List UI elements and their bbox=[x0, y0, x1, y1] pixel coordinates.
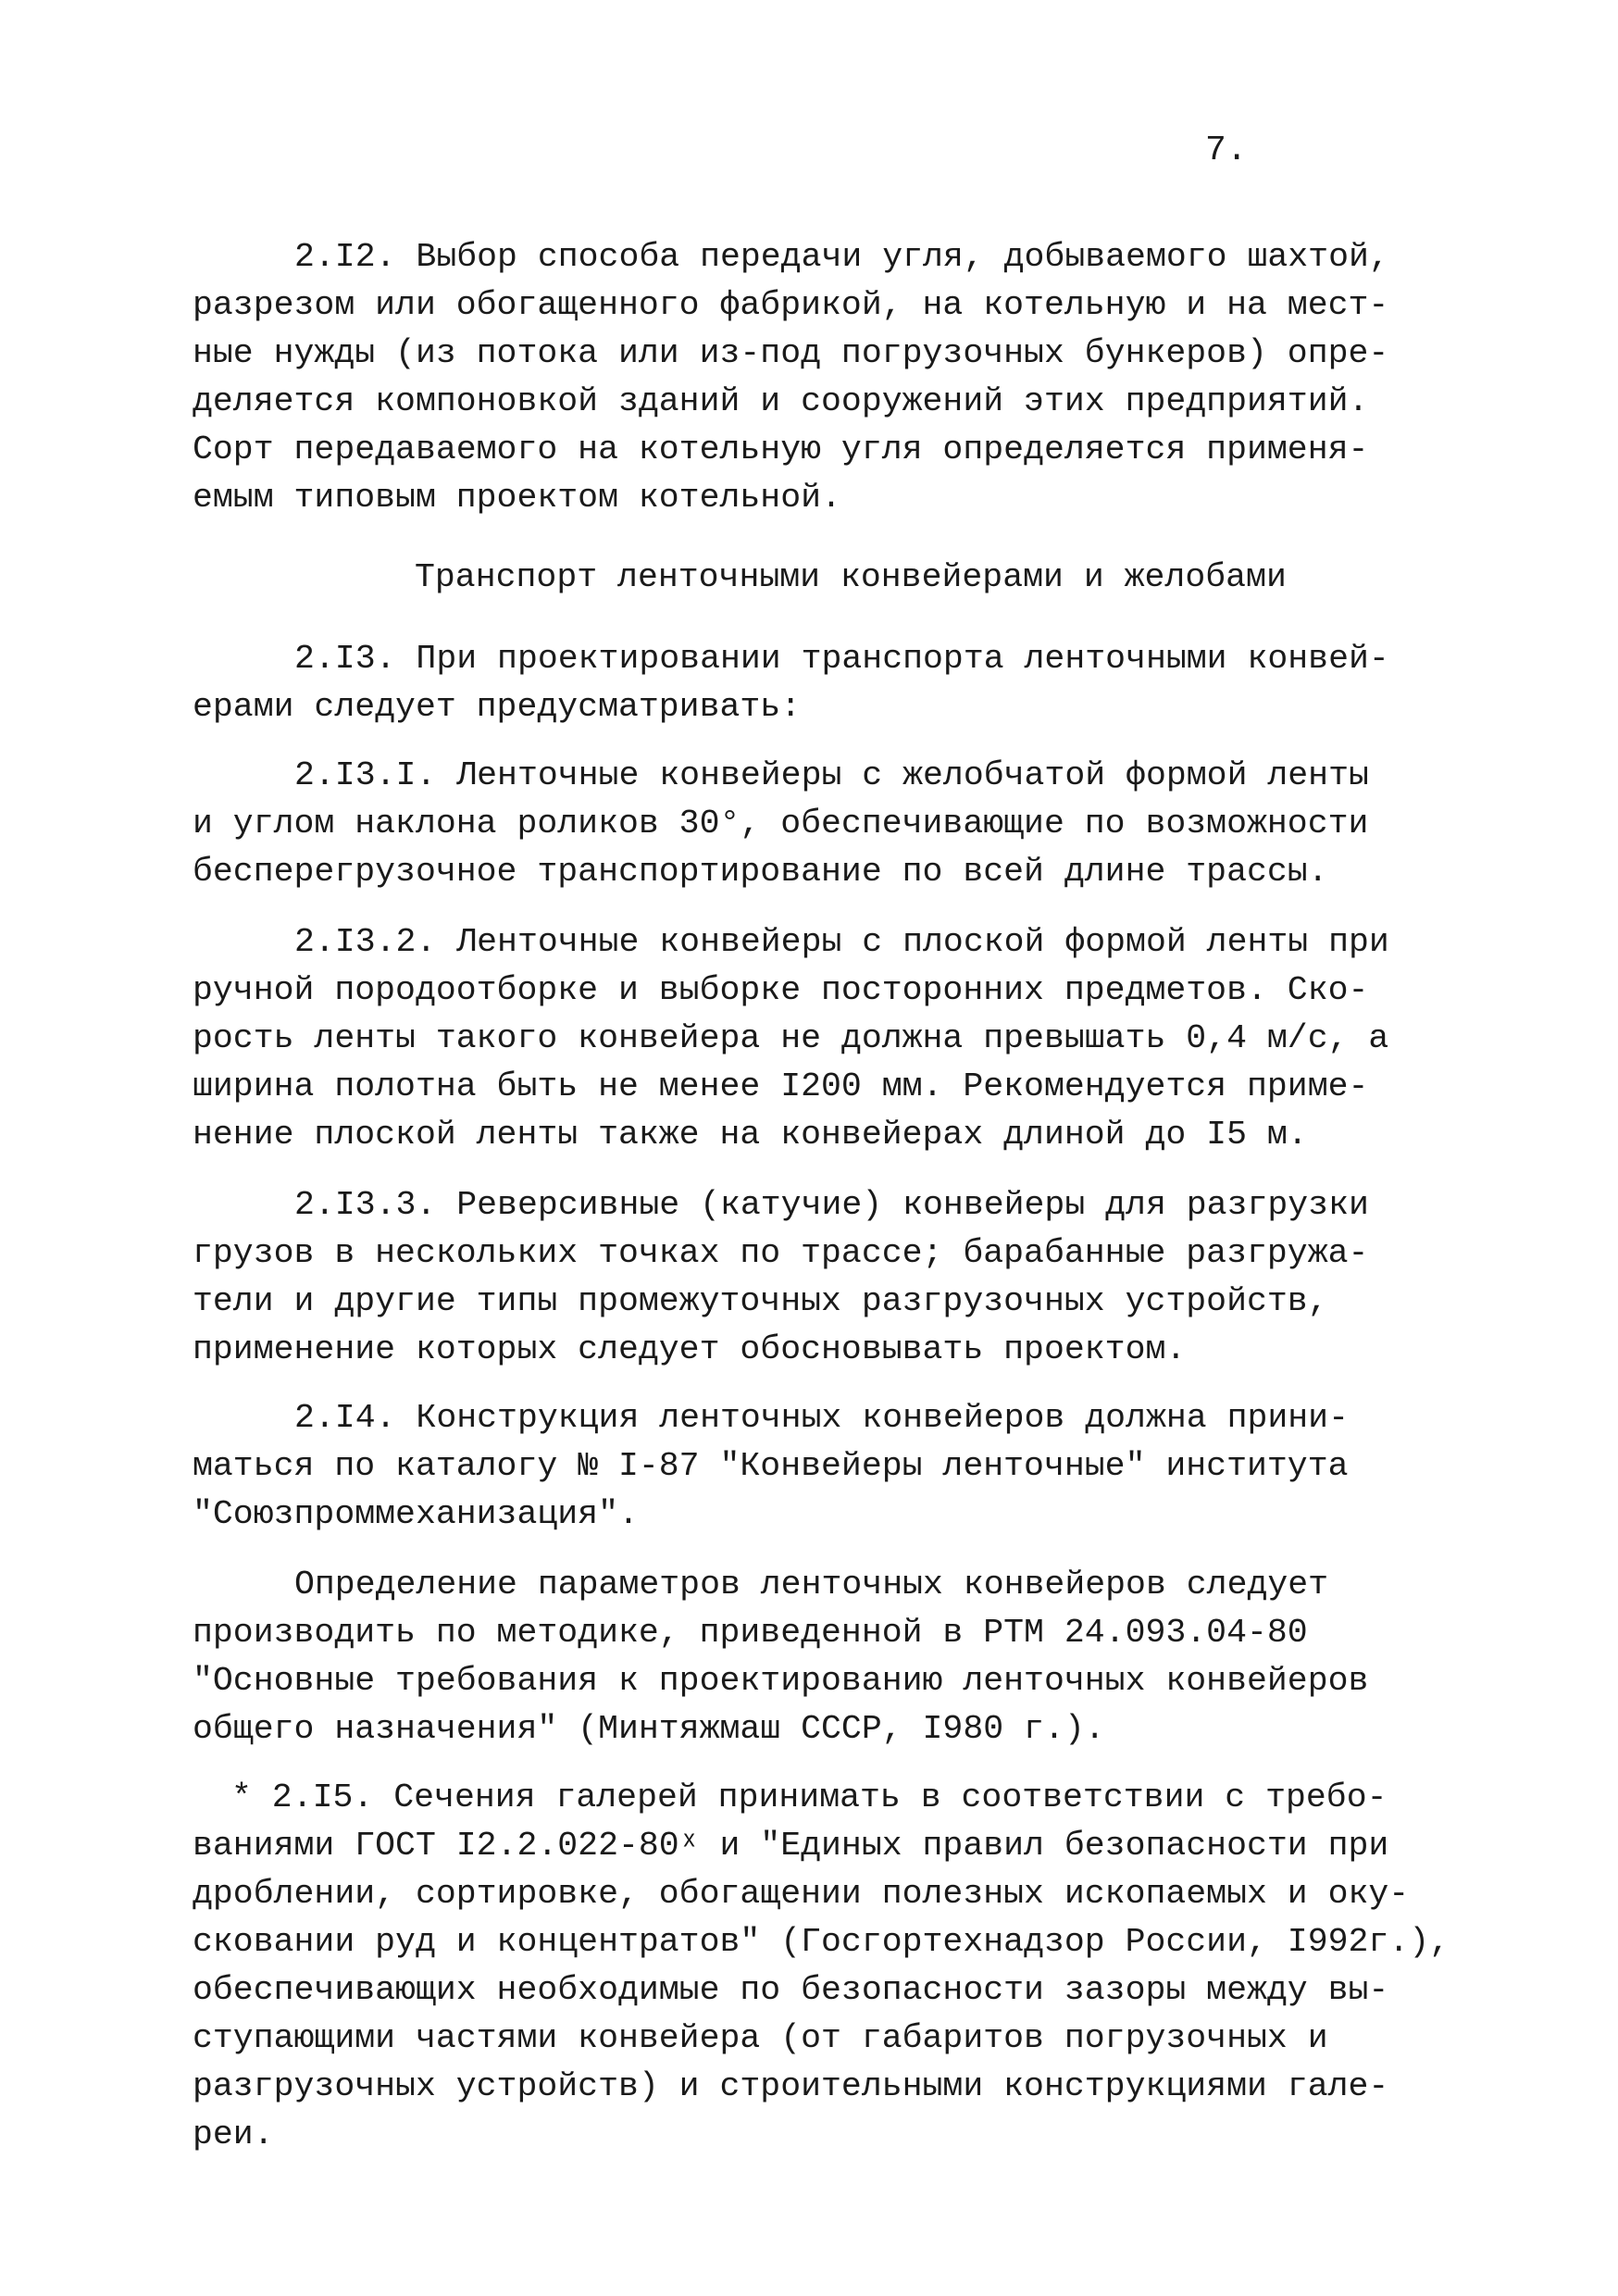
paragraph-2-15-line: ступающими частями конвейера (от габаритов погрузочных и bbox=[193, 2019, 1328, 2057]
paragraph-2-13-2-line: ширина полотна быть не менее I200 мм. Рекомендуется приме- bbox=[193, 1067, 1369, 1105]
page-number: 7. bbox=[1205, 131, 1248, 170]
paragraph-definition-line: производить по методике, приведенной в РТМ 24.093.04-80 bbox=[193, 1614, 1308, 1652]
paragraph-2-15-line: * 2.I5. Сечения галерей принимать в соответствии с требо- bbox=[231, 1778, 1388, 1816]
paragraph-2-14-line: маться по каталогу № I-87 "Конвейеры ленточные" института bbox=[193, 1447, 1349, 1485]
paragraph-2-13-2-line: 2.I3.2. Ленточные конвейеры с плоской формой ленты при bbox=[294, 923, 1389, 961]
paragraph-2-12-line: деляется компоновкой зданий и сооружений этих предприятий. bbox=[193, 382, 1369, 420]
paragraph-2-13-line: 2.I3. При проектировании транспорта ленточными конвей- bbox=[294, 640, 1389, 678]
paragraph-2-12-line: 2.I2. Выбор способа передачи угля, добываемого шахтой, bbox=[294, 238, 1389, 276]
paragraph-definition-line: Определение параметров ленточных конвейеров следует bbox=[294, 1566, 1329, 1603]
paragraph-2-15-line: сковании руд и концентратов" (Госгортехнадзор России, I992г.), bbox=[193, 1923, 1450, 1961]
paragraph-2-14-line: 2.I4. Конструкция ленточных конвейеров должна прини- bbox=[294, 1399, 1349, 1437]
paragraph-definition-line: "Основные требования к проектированию ленточных конвейеров bbox=[193, 1662, 1369, 1700]
paragraph-2-15-line: обеспечивающих необходимые по безопасности зазоры между вы- bbox=[193, 1971, 1389, 2009]
paragraph-2-12-line: Сорт передаваемого на котельную угля определяется применя- bbox=[193, 430, 1369, 468]
paragraph-2-12-line: емым типовым проектом котельной. bbox=[193, 479, 841, 517]
paragraph-2-13-2-line: нение плоской ленты также на конвейерах длиной до I5 м. bbox=[193, 1116, 1308, 1154]
paragraph-2-15-line: разгрузочных устройств) и строительными конструкциями гале- bbox=[193, 2067, 1389, 2105]
paragraph-2-15-line: реи. bbox=[193, 2115, 274, 2153]
paragraph-2-13-3-line: грузов в нескольких точках по трассе; барабанные разгружа- bbox=[193, 1234, 1369, 1272]
paragraph-2-13-3-line: применение которых следует обосновывать проектом. bbox=[193, 1330, 1187, 1368]
paragraph-2-12-line: ные нужды (из потока или из-под погрузочных бункеров) опре- bbox=[193, 334, 1389, 372]
paragraph-2-13-3-line: 2.I3.3. Реверсивные (катучие) конвейеры для разгрузки bbox=[294, 1186, 1369, 1224]
paragraph-2-13-3-line: тели и другие типы промежуточных разгрузочных устройств, bbox=[193, 1282, 1328, 1320]
paragraph-2-13-line: ерами следует предусматривать: bbox=[193, 688, 802, 726]
paragraph-2-14-line: "Союзпроммеханизация". bbox=[193, 1495, 639, 1533]
paragraph-2-12-line: разрезом или обогащенного фабрикой, на котельную и на мест- bbox=[193, 286, 1389, 324]
paragraph-2-13-1-line: 2.I3.I. Ленточные конвейеры с желобчатой формой ленты bbox=[294, 756, 1369, 794]
section-heading: Транспорт ленточными конвейерами и желобами bbox=[415, 558, 1287, 596]
paragraph-2-13-2-line: рость ленты такого конвейера не должна превышать 0,4 м/с, а bbox=[193, 1019, 1389, 1057]
paragraph-definition-line: общего назначения" (Минтяжмаш СССР, I980 г.). bbox=[193, 1710, 1105, 1748]
paragraph-2-13-1-line: бесперегрузочное транспортирование по всей длине трассы. bbox=[193, 853, 1328, 891]
paragraph-2-15-line: дроблении, сортировке, обогащении полезных ископаемых и оку- bbox=[193, 1875, 1410, 1913]
paragraph-2-13-1-line: и углом наклона роликов 30°, обеспечивающие по возможности bbox=[193, 805, 1369, 842]
paragraph-2-13-2-line: ручной породоотборке и выборке посторонних предметов. Ско- bbox=[193, 971, 1369, 1009]
paragraph-2-15-line: ваниями ГОСТ I2.2.022-80ˣ и "Единых правил безопасности при bbox=[193, 1827, 1389, 1865]
